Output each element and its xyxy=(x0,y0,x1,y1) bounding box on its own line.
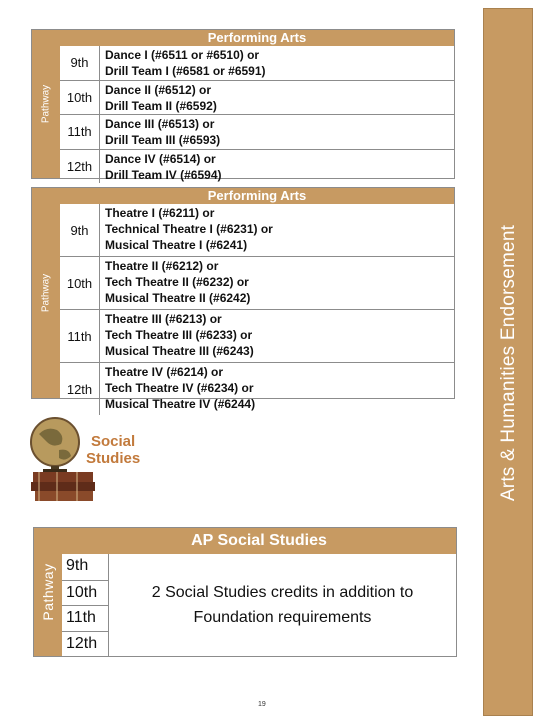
course-item: Tech Theatre IV (#6234) or xyxy=(105,381,254,395)
performing-arts-dance-table xyxy=(31,29,455,182)
course-item: Musical Theatre III (#6243) xyxy=(105,344,254,358)
page-number: 19 xyxy=(258,701,266,708)
grade-cell: 9th xyxy=(66,557,89,574)
grade-cell: 9th xyxy=(60,46,100,80)
course-list xyxy=(105,150,454,183)
course-item: Dance II (#6512) or xyxy=(105,82,212,97)
pathway-side-label xyxy=(34,528,62,656)
course-item: Technical Theatre I (#6231) or xyxy=(105,222,273,236)
globe-books-icon xyxy=(17,414,97,504)
pathway-label: Pathway xyxy=(40,84,52,124)
ap-description-line2: Foundation requirements xyxy=(193,609,372,626)
course-list xyxy=(105,115,454,148)
course-item: Musical Theatre I (#6241) xyxy=(105,238,248,252)
table-header: Performing Arts xyxy=(60,188,454,204)
course-list xyxy=(105,363,454,412)
table-row xyxy=(60,204,454,256)
course-item: Drill Team III (#6593) xyxy=(105,133,221,147)
course-list xyxy=(105,204,454,253)
course-item: Tech Theatre II (#6232) or xyxy=(105,275,249,289)
course-item: Dance IV (#6514) or xyxy=(105,151,216,166)
endorsement-title: Arts & Humanities Endorsement xyxy=(498,224,519,502)
course-item: Theatre II (#6212) or xyxy=(105,259,219,273)
ap-social-studies-table xyxy=(33,527,457,657)
course-item: Musical Theatre IV (#6244) xyxy=(105,397,256,411)
grade-cell: 12th xyxy=(60,150,100,184)
ap-grades-column xyxy=(62,554,109,656)
grade-cell: 11th xyxy=(60,310,100,362)
table-rows xyxy=(60,204,454,411)
ap-description xyxy=(109,554,456,656)
performing-arts-theatre-table xyxy=(31,187,455,411)
endorsement-sidebar xyxy=(483,8,533,716)
course-item: Drill Team II (#6592) xyxy=(105,98,217,113)
table-row xyxy=(60,309,454,362)
course-list xyxy=(105,46,454,79)
grade-cell: 10th xyxy=(62,580,108,606)
grade-cell: 12th xyxy=(60,363,100,415)
table-rows xyxy=(60,46,454,182)
course-item: Dance I (#6511 or #6510) or xyxy=(105,48,260,62)
course-item: Theatre IV (#6214) or xyxy=(105,365,224,379)
social-studies-title xyxy=(86,433,140,467)
pathway-label: Pathway xyxy=(40,273,52,313)
table-row xyxy=(60,362,454,415)
course-item: Musical Theatre II (#6242) xyxy=(105,291,251,305)
grade-cell: 11th xyxy=(60,115,100,149)
grade-cell: 10th xyxy=(60,257,100,309)
ap-description-line1: 2 Social Studies credits in addition to xyxy=(151,584,414,601)
pathway-side-label xyxy=(32,188,60,398)
grade-cell: 12th xyxy=(62,631,108,657)
social-studies-title-line1: Social xyxy=(91,433,136,450)
pathway-side-label xyxy=(32,30,60,178)
table-row xyxy=(60,149,454,184)
course-item: Theatre I (#6211) or xyxy=(105,206,215,220)
ap-table-header: AP Social Studies xyxy=(62,528,456,554)
course-item: Tech Theatre III (#6233) or xyxy=(105,328,253,342)
pathway-label: Pathway xyxy=(40,563,56,621)
grade-cell: 11th xyxy=(62,605,108,631)
social-studies-title-line2: Studies xyxy=(86,450,141,467)
course-list xyxy=(105,81,454,114)
course-list xyxy=(105,257,454,306)
grade-cell: 9th xyxy=(60,204,100,256)
grade-cell: 10th xyxy=(60,81,100,115)
course-item: Drill Team IV (#6594) xyxy=(105,167,222,182)
table-row xyxy=(60,80,454,115)
table-row xyxy=(60,114,454,149)
table-row xyxy=(60,46,454,80)
table-header: Performing Arts xyxy=(60,30,454,46)
table-row xyxy=(60,256,454,309)
course-item: Drill Team I (#6581 or #6591) xyxy=(105,64,266,78)
course-list xyxy=(105,310,454,359)
course-item: Theatre III (#6213) or xyxy=(105,312,222,326)
course-item: Dance III (#6513) or xyxy=(105,117,215,131)
